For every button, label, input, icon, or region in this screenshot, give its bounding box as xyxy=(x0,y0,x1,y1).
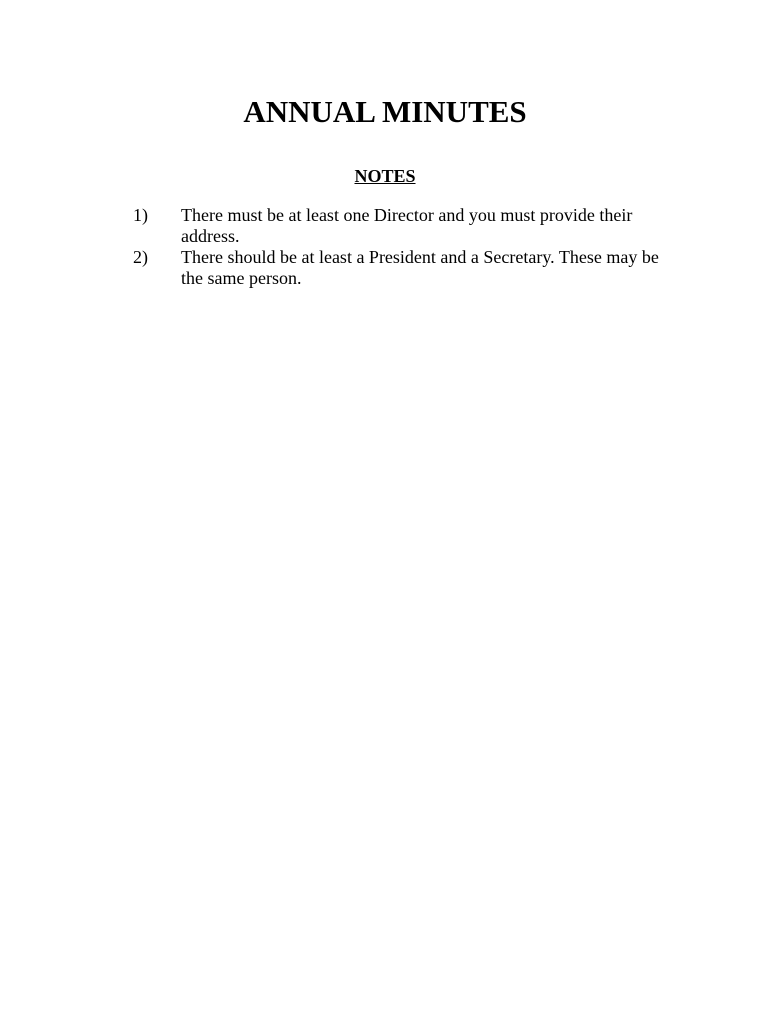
note-number: 1) xyxy=(133,205,148,225)
note-text: There must be at least one Director and you must provide their address. xyxy=(181,205,633,246)
list-item xyxy=(133,247,673,289)
notes-heading: NOTES xyxy=(354,166,416,186)
document-title: ANNUAL MINUTES xyxy=(243,94,527,129)
note-number: 2) xyxy=(133,247,148,267)
note-text: There should be at least a President and a Secretary. These may be the same person. xyxy=(181,247,659,288)
notes-list xyxy=(133,205,673,289)
list-item xyxy=(133,205,673,247)
